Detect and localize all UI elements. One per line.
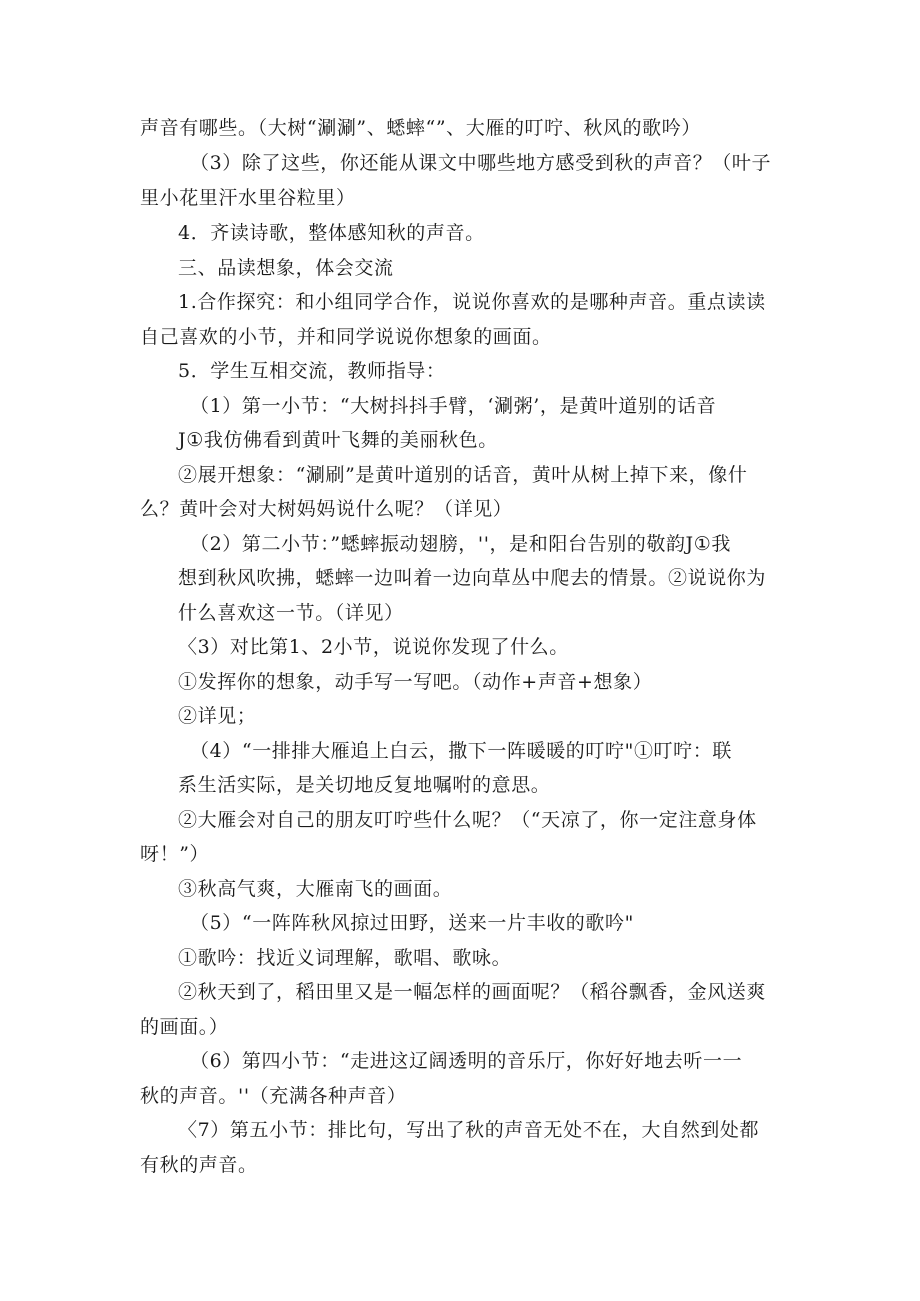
text-line: 声音有哪些。（大树“涮涮”、蟋蟀“”、大雁的叮咛、秋风的歌吟） (140, 117, 701, 139)
text-line: ②大雁会对自己的朋友叮咛些什么呢？（“天凉了，你一定注意身体 (178, 809, 757, 831)
text-line: 呀！”） (140, 843, 210, 865)
section-heading: 三、品读想象，体会交流 (178, 257, 394, 279)
text-line: 么？黄叶会对大树妈妈说什么呢？（详见） (140, 498, 513, 520)
text-line: 系生活实际，是关切地反复地嘱咐的意思。 (178, 774, 551, 796)
text-line: （5）“一阵阵秋风掠过田野，送来一片丰收的歌吟" (190, 912, 634, 934)
text-line: 有秋的声音。 (140, 1154, 258, 1176)
text-line: ②展开想象：“涮刷”是黄叶道别的话音，黄叶从树上掉下来，像什 (178, 464, 748, 486)
text-line: （4）“一排排大雁追上白云，撒下一阵暖暖的叮咛"①叮咛：联 (190, 740, 732, 762)
text-line: ①发挥你的想象，动手写一写吧。（动作+声音+想象） (178, 671, 653, 693)
text-line: 4．齐读诗歌，整体感知秋的声音。 (178, 222, 485, 244)
text-line: （6）第四小节：“走进这辽阔透明的音乐厅，你好好地去听一一 (190, 1050, 743, 1072)
text-line: 秋的声音。''（充满各种声音） (140, 1085, 407, 1107)
text-line: J①我仿佛看到黄叶飞舞的美丽秋色。 (178, 429, 498, 451)
text-line: 5．学生互相交流，教师指导： (178, 360, 446, 382)
text-line: 〈7）第五小节：排比句，写出了秋的声音无处不在，大自然到处都 (178, 1119, 760, 1141)
text-line: （2）第二小节：”蟋蟀振动翅膀，''，是和阳台告别的敬韵J①我 (190, 533, 731, 555)
text-line: 的画面。） (140, 1016, 229, 1038)
text-line: ①歌吟：找近义词理解，歌唱、歌咏。 (178, 947, 512, 969)
text-line: 什么喜欢这一节。（详见） (178, 602, 404, 624)
text-line: ②详见； (178, 705, 257, 727)
text-line: 里小花里汗水里谷粒里） (140, 187, 356, 209)
text-line: ③秋高气爽，大雁南飞的画面。 (178, 878, 453, 900)
text-line: 想到秋风吹拂，蟋蟀一边叫着一边向草丛中爬去的情景。②说说你为 (178, 567, 767, 589)
text-line: 自己喜欢的小节，并和同学说说你想象的画面。 (140, 326, 552, 348)
text-line: ②秋天到了，稻田里又是一幅怎样的画面呢？（稻谷飘香，金风送爽 (178, 981, 767, 1003)
text-line: （1）第一小节：“大树抖抖手臂，‘涮粥’，是黄叶道别的话音 (190, 395, 717, 417)
text-line: 〈3）对比第1、2小节，说说你发现了什么。 (178, 636, 569, 658)
text-line: （3）除了这些，你还能从课文中哪些地方感受到秋的声音？（叶子 (190, 152, 772, 174)
text-line: 1.合作探究：和小组同学合作，说说你喜欢的是哪种声音。重点读读 (178, 291, 766, 313)
